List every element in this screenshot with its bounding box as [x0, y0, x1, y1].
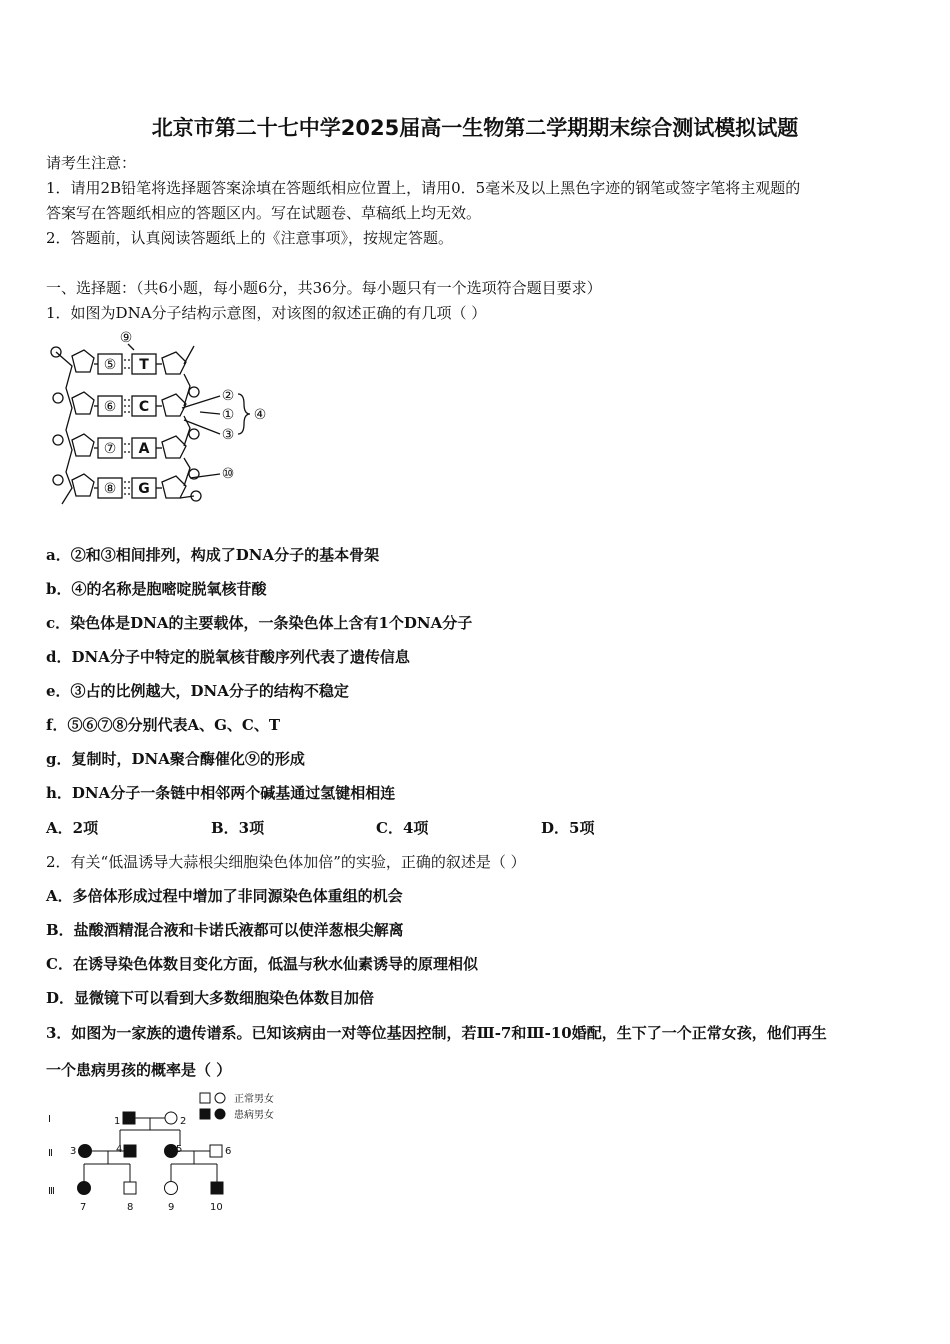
id-7: 7 — [80, 1202, 87, 1213]
question-2-stem: 2．有关“低温诱导大蒜根尖细胞染色体加倍”的实验，正确的叙述是（ ） — [46, 853, 526, 871]
base-label-8: ⑧ — [103, 481, 117, 497]
individual-7 — [78, 1182, 91, 1195]
base-label-G: G — [138, 481, 150, 497]
individual-6 — [210, 1145, 222, 1157]
question-3-stem-line-1: 3．如图为一家族的遗传谱系。已知该病由一对等位基因控制，若Ⅲ-7和Ⅲ-10婚配，生下了一个正常女孩，他们再生 — [46, 1024, 827, 1042]
statement-b: b．④的名称是胞嘧啶脱氧核苷酸 — [46, 580, 267, 598]
id-9: 9 — [168, 1202, 175, 1213]
statement-g: g．复制时，DNA聚合酶催化⑨的形成 — [46, 750, 305, 768]
statement-a: a．②和③相间排列，构成了DNA分子的基本骨架 — [46, 546, 380, 564]
base-label-6: ⑥ — [103, 399, 117, 415]
individual-4 — [124, 1145, 136, 1157]
notice-item-1-line-2: 答案写在答题纸相应的答题区内。写在试题卷、草稿纸上均无效。 — [46, 204, 482, 222]
base-label-A: A — [138, 441, 150, 457]
q1-option-c: C．4项 — [376, 819, 429, 837]
id-2: 2 — [180, 1116, 187, 1127]
question-1-stem: 1．如图为DNA分子结构示意图，对该图的叙述正确的有几项（ ） — [46, 304, 487, 322]
notice-heading: 请考生注意： — [46, 154, 137, 172]
legend-affected: 患病男女 — [234, 1110, 274, 1121]
question-3-stem-line-2: 一个患病男孩的概率是（ ） — [46, 1061, 232, 1079]
label-3: ③ — [221, 427, 235, 443]
pedigree-diagram — [44, 1088, 294, 1220]
base-label-T: T — [139, 357, 149, 373]
id-4: 4 — [116, 1144, 123, 1155]
label-9: ⑨ — [119, 330, 133, 346]
individual-2 — [165, 1112, 177, 1124]
q1-option-d: D．5项 — [541, 819, 595, 837]
id-5: 5 — [176, 1144, 183, 1155]
q1-option-b: B．3项 — [211, 819, 265, 837]
notice-item-2: 2．答题前，认真阅读答题纸上的《注意事项》，按规定答题。 — [46, 229, 454, 247]
id-6: 6 — [225, 1146, 232, 1157]
page-title: 北京市第二十七中学2025届高一生物第二学期期末综合测试模拟试题 — [151, 116, 799, 140]
id-10: 10 — [210, 1202, 223, 1213]
statement-f: f．⑤⑥⑦⑧分别代表A、G、C、T — [46, 716, 281, 734]
gen-label-3: Ⅲ — [48, 1186, 55, 1197]
statement-h: h．DNA分子一条链中相邻两个碱基通过氢键相相连 — [46, 784, 396, 802]
label-4: ④ — [253, 407, 267, 423]
notice-item-1-line-1: 1．请用2B铅笔将选择题答案涂填在答题纸相应位置上，请用0．5毫米及以上黑色字迹的钢笔或签字笔将主观题的 — [46, 179, 801, 197]
base-label-C: C — [138, 399, 150, 415]
individual-9 — [165, 1182, 178, 1195]
statement-d: d．DNA分子中特定的脱氧核苷酸序列代表了遗传信息 — [46, 648, 410, 666]
individual-10 — [211, 1182, 223, 1194]
section-heading: 一、选择题：（共6小题，每小题6分，共36分。每小题只有一个选项符合题目要求） — [46, 279, 602, 297]
gen-label-1: Ⅰ — [48, 1114, 51, 1125]
gen-label-2: Ⅱ — [48, 1148, 53, 1159]
individual-3 — [79, 1145, 92, 1158]
id-3: 3 — [70, 1146, 77, 1157]
q2-option-c: C．在诱导染色体数目变化方面，低温与秋水仙素诱导的原理相似 — [46, 955, 478, 973]
individual-1 — [123, 1112, 135, 1124]
dna-structure-diagram — [44, 328, 284, 518]
individual-8 — [124, 1182, 136, 1194]
label-2: ② — [221, 388, 235, 404]
q1-option-a: A．2项 — [46, 819, 99, 837]
statement-e: e．③占的比例越大，DNA分子的结构不稳定 — [46, 682, 349, 700]
q2-option-d: D．显微镜下可以看到大多数细胞染色体数目加倍 — [46, 989, 375, 1007]
label-1: ① — [221, 407, 235, 423]
base-label-7: ⑦ — [103, 441, 117, 457]
label-10: ⑩ — [221, 466, 235, 482]
id-1: 1 — [114, 1116, 121, 1127]
id-8: 8 — [127, 1202, 134, 1213]
q2-option-b: B．盐酸酒精混合液和卡诺氏液都可以使洋葱根尖解离 — [46, 921, 404, 939]
statement-c: c．染色体是DNA的主要载体，一条染色体上含有1个DNA分子 — [46, 614, 473, 632]
base-label-5: ⑤ — [103, 357, 117, 373]
q2-option-a: A．多倍体形成过程中增加了非同源染色体重组的机会 — [46, 887, 403, 905]
legend-normal: 正常男女 — [234, 1094, 274, 1105]
